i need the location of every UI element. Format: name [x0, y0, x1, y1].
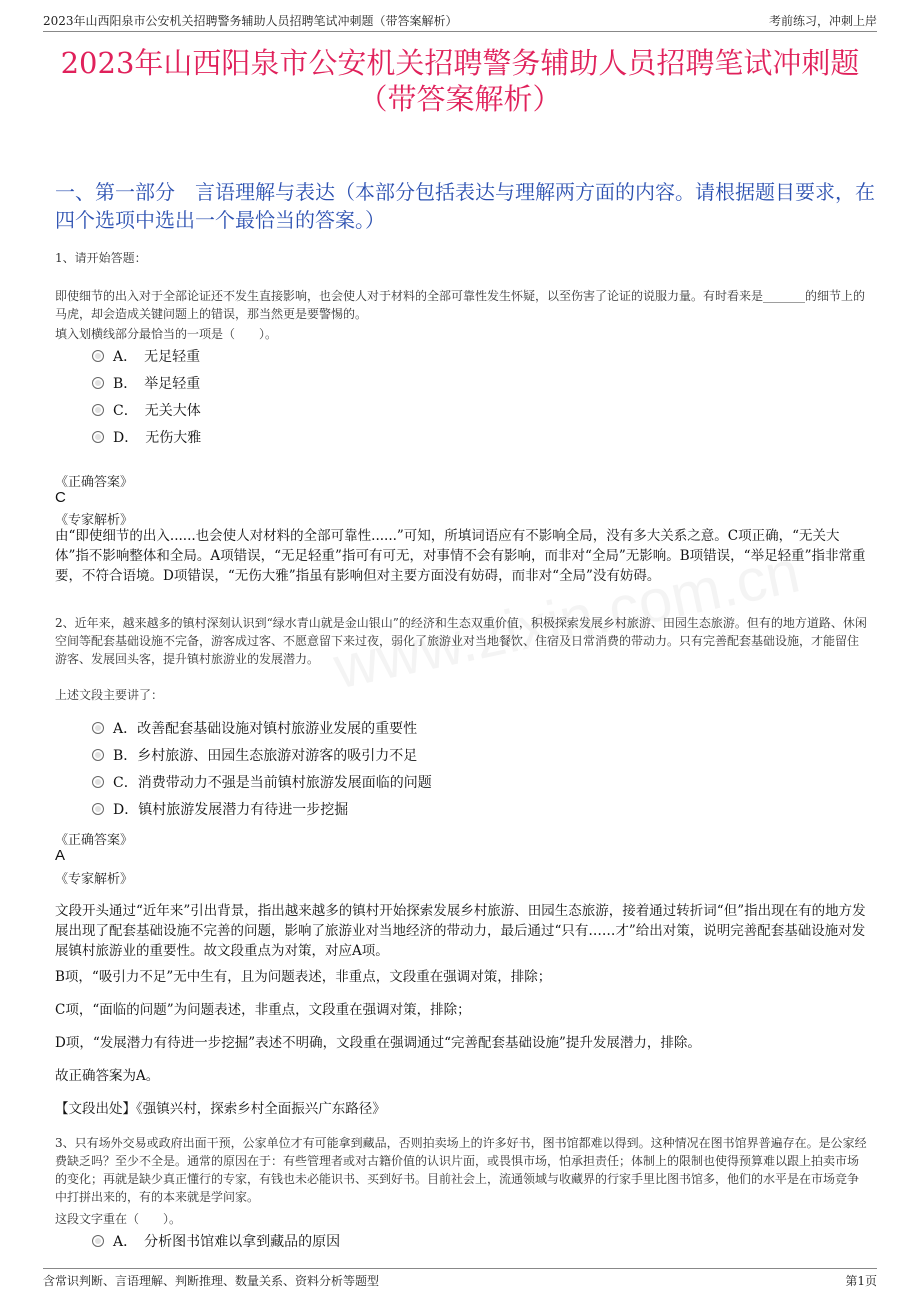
q2-option-d[interactable]	[92, 801, 348, 819]
footer-divider	[43, 1268, 877, 1269]
q3-prompt: 这段文字重在（ ）。	[55, 1212, 182, 1226]
q2-analysis-p2: B项，“吸引力不足”无中生有，且为问题表述，非重点，文段重在强调对策，排除；	[55, 969, 552, 985]
radio-icon[interactable]	[92, 377, 104, 389]
q2-analysis-p3: C项，“面临的问题”为问题表述，非重点，文段重在强调对策，排除；	[55, 1002, 471, 1018]
q2-analysis-p1: 文段开头通过“近年来”引出背景，指出越来越多的镇村开始探索发展乡村旅游、田园生态旅游，接着通过转折词“但”指出现在有的地方发展出现了配套基础设施不完善的问题，影响了旅游业对当地经济的带动力，最后通过“只有……才”给出对策，说明完善配套基础设施对发展镇村旅游业的重要性。故文段重点为对策，对应A项。	[55, 903, 866, 959]
q1-answer: C	[55, 489, 66, 506]
page-title: 2023年山西阳泉市公安机关招聘警务辅助人员招聘笔试冲刺题	[60, 46, 860, 80]
option-label: C．消费带动力不强是当前镇村旅游发展面临的问题	[113, 775, 432, 791]
q2-answer-label: 《正确答案》	[55, 833, 134, 848]
q2-prompt: 上述文段主要讲了：	[55, 688, 164, 702]
radio-icon[interactable]	[92, 803, 104, 815]
header-doc-title: 2023年山西阳泉市公安机关招聘警务辅助人员招聘笔试冲刺题（带答案解析）	[43, 14, 458, 28]
q1-prompt: 填入划横线部分最恰当的一项是（ ）。	[55, 327, 278, 341]
option-label: C． 无关大体	[113, 403, 201, 419]
section-heading: 一、第一部分 言语理解与表达（本部分包括表达与理解两方面的内容。请根据题目要求，在四个选项中选出一个最恰当的答案。）	[55, 180, 875, 232]
q3-option-a[interactable]	[92, 1233, 340, 1251]
option-label: A．改善配套基础设施对镇村旅游业发展的重要性	[113, 721, 418, 737]
q2-answer: A	[55, 847, 66, 864]
option-label: D．镇村旅游发展潜力有待进一步挖掘	[113, 802, 349, 818]
radio-icon[interactable]	[92, 1235, 104, 1247]
header-divider	[43, 31, 877, 32]
page-subtitle: （带答案解析）	[358, 82, 562, 116]
radio-icon[interactable]	[92, 350, 104, 362]
radio-icon[interactable]	[92, 404, 104, 416]
q1-option-d[interactable]	[92, 429, 201, 447]
q1-option-b[interactable]	[92, 375, 200, 393]
q2-option-a[interactable]	[92, 720, 417, 738]
q1-analysis: 由“即使细节的出入......也会使人对材料的全部可靠性......”可知，所填词语应有不影响全局，没有多大关系之意。C项正确，“无关大体”指不影响整体和全局。A项错误，“无足轻重”指可有可无，对事情不会有影响，而非对“全局”无影响。B项错误，“举足轻重”指非常重要，不符合语境。D项错误，“无伤大雅”指虽有影响但对主要方面没有妨碍，而非对“全局”没有妨碍。	[55, 528, 866, 584]
q1-option-a[interactable]	[92, 348, 200, 366]
q1-number: 1、请开始答题：	[55, 251, 147, 265]
radio-icon[interactable]	[92, 722, 104, 734]
q2-analysis-label: 《专家解析》	[55, 872, 134, 887]
q3-passage: 3、只有场外交易或政府出面干预，公家单位才有可能拿到藏品，否则拍卖场上的许多好书，图书馆都难以得到。这种情况在图书馆界普遍存在。是公家经费缺乏吗？至少不全是。通常的原因在于：有些管理者或对古籍价值的认识片面，或畏惧市场，怕承担责任；体制上的限制也使得预算难以跟上拍卖市场的变化；再就是缺少真正懂行的专家，有钱也未必能识书、买到好书。目前社会上，流通领域与收藏界的行家手里比图书馆多，他们的水平是在市场竞争中打拼出来的，有的本来就是学问家。	[55, 1136, 867, 1204]
radio-icon[interactable]	[92, 749, 104, 761]
radio-icon[interactable]	[92, 431, 104, 443]
q2-source: 【文段出处】《强镇兴村，探索乡村全面振兴广东路径》	[55, 1101, 386, 1117]
footer-description: 含常识判断、言语理解、判断推理、数量关系、资料分析等题型	[43, 1274, 380, 1288]
option-label: A． 分析图书馆难以拿到藏品的原因	[113, 1234, 341, 1250]
q2-option-b[interactable]	[92, 747, 417, 765]
q1-analysis-label: 《专家解析》	[55, 513, 134, 528]
page-number: 第1页	[845, 1274, 877, 1288]
q1-option-c[interactable]	[92, 402, 201, 420]
radio-icon[interactable]	[92, 776, 104, 788]
q2-passage: 2、近年来，越来越多的镇村深刻认识到“绿水青山就是金山银山”的经济和生态双重价值，积极探索发展乡村旅游、田园生态旅游。但有的地方道路、休闲空间等配套基础设施不完备，游客成过客、不愿意留下来过夜，弱化了旅游业对当地餐饮、住宿及日常消费的带动力。只有完善配套基础设施，才能留住游客、发展回头客，提升镇村旅游业的发展潜力。	[55, 616, 867, 666]
option-label: A． 无足轻重	[113, 349, 201, 365]
option-label: B． 举足轻重	[113, 376, 201, 392]
option-label: B．乡村旅游、田园生态旅游对游客的吸引力不足	[113, 748, 418, 764]
q1-passage: 即使细节的出入对于全部论证还不发生直接影响，也会使人对于材料的全部可靠性发生怀疑，以至伤害了论证的说服力量。有时看来是_______的细节上的马虎，却会造成关键问题上的错误，那当然更是要警惕的。	[55, 289, 866, 321]
q2-analysis-p4: D项，“发展潜力有待进一步挖掘”表述不明确，文段重在强调通过“完善配套基础设施”提升发展潜力，排除。	[55, 1035, 701, 1051]
q2-analysis-p5: 故正确答案为A。	[55, 1068, 160, 1084]
q1-answer-label: 《正确答案》	[55, 475, 134, 490]
q2-option-c[interactable]	[92, 774, 432, 792]
header-tagline: 考前练习，冲刺上岸	[768, 14, 877, 28]
option-label: D． 无伤大雅	[113, 430, 202, 446]
